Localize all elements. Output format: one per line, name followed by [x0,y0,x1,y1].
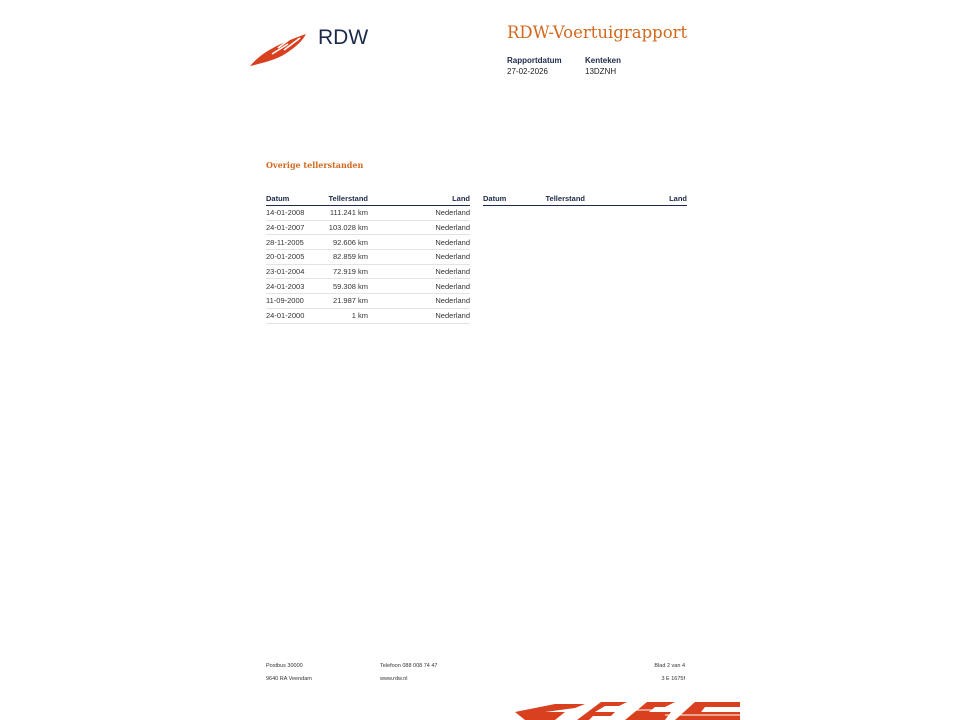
section-title: Overige tellerstanden [266,160,364,170]
col-header-date: Datum [266,193,328,206]
cell-km: 92.606 km [328,235,368,250]
cell-country: Nederland [368,250,470,265]
table-header-row [483,193,687,206]
cell-country: Nederland [368,308,470,323]
col-header-km: Tellerstand [328,193,368,206]
decorative-stripes-icon [515,698,740,720]
cell-country: Nederland [368,264,470,279]
table-row [266,206,470,221]
report-date-value: 27-02-2026 [507,67,548,76]
odometer-table-left [266,193,470,324]
footer-page-info [600,660,685,686]
table-row [266,235,470,250]
table-row [266,279,470,294]
cell-country: Nederland [368,220,470,235]
cell-date: 11-09-2000 [266,294,328,309]
cell-country: Nederland [368,294,470,309]
odometer-table-right [483,193,687,206]
report-title: RDW-Voertuigrapport [507,23,688,42]
cell-date: 24-01-2007 [266,220,328,235]
plate-value: 13DZNH [585,67,617,76]
footer-city: 9640 RA Veendam [266,676,312,682]
footer-postbus: Postbus 30000 [266,663,303,669]
table-row [266,308,470,323]
table-row [266,264,470,279]
cell-date: 20-01-2005 [266,250,328,265]
table-row [266,250,470,265]
brand-name: RDW [318,26,369,49]
footer-page-number: Blad 2 van 4 [654,663,685,669]
report-date-block [507,55,562,77]
cell-date: 23-01-2004 [266,264,328,279]
cell-country: Nederland [368,235,470,250]
cell-km: 21.987 km [328,294,368,309]
footer-contact [380,660,438,686]
cell-date: 24-01-2003 [266,279,328,294]
cell-date: 14-01-2008 [266,206,328,221]
cell-date: 28-11-2005 [266,235,328,250]
cell-country: Nederland [368,206,470,221]
cell-km: 72.919 km [328,264,368,279]
col-header-km: Tellerstand [545,193,585,206]
plate-label: Kenteken [585,56,622,65]
cell-km: 1 km [328,308,368,323]
table-row [266,220,470,235]
cell-km: 103.028 km [328,220,368,235]
col-header-country: Land [585,193,687,206]
table-row [266,294,470,309]
cell-km: 111.241 km [328,206,368,221]
footer-document-code: 3 E 1675f [661,676,685,682]
rdw-feather-icon [248,32,312,68]
table-header-row [266,193,470,206]
cell-date: 24-01-2000 [266,308,328,323]
cell-country: Nederland [368,279,470,294]
col-header-date: Datum [483,193,545,206]
cell-km: 59.308 km [328,279,368,294]
plate-block [585,55,621,77]
report-date-label: Rapportdatum [507,56,562,65]
rdw-logo [248,26,368,68]
footer-address [266,660,312,686]
footer-web: www.rdw.nl [380,676,408,682]
col-header-country: Land [368,193,470,206]
cell-km: 82.859 km [328,250,368,265]
footer-phone: Telefoon 088 008 74 47 [380,663,438,669]
